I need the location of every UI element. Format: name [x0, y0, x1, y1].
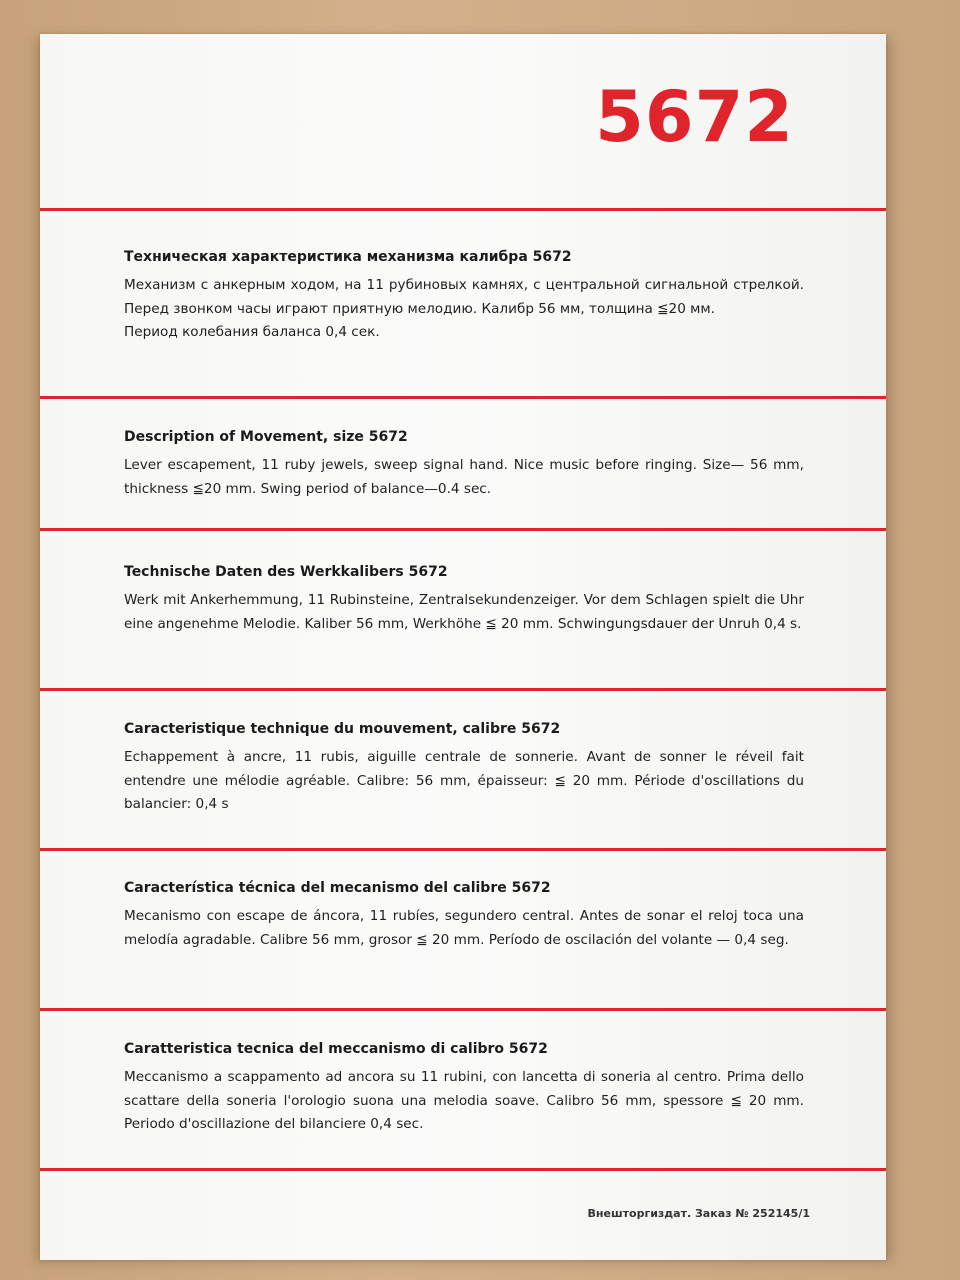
section-spanish	[124, 877, 804, 952]
section-french	[124, 718, 804, 817]
section-text: Lever escapement, 11 ruby jewels, sweep signal hand. Nice music before ringing. Size— 56 mm, thickness ≦20 mm. Swing period of balance—0.4 sec.	[124, 457, 804, 497]
red-divider	[40, 528, 886, 531]
section-heading: Technische Daten des Werkkalibers 5672	[124, 564, 448, 580]
red-divider	[40, 688, 886, 691]
red-divider	[40, 208, 886, 211]
section-heading: Техническая характеристика механизма калибра 5672	[124, 249, 572, 265]
red-divider	[40, 1008, 886, 1011]
section-heading: Característica técnica del mecanismo del calibre 5672	[124, 880, 551, 896]
section-russian	[124, 246, 804, 345]
section-english	[124, 426, 804, 501]
section-heading: Caratteristica tecnica del meccanismo di calibro 5672	[124, 1041, 548, 1057]
section-heading: Caracteristique technique du mouvement, calibre 5672	[124, 721, 561, 737]
section-text: Механизм с анкерным ходом, на 11 рубиновых камнях, с центральной сигнальной стрелкой. Перед звонком часы играют приятную мелодию. Калибр 56 мм, толщина ≦20 мм. Период колебания баланса 0,4 сек.	[124, 277, 804, 340]
leaflet-sheet	[40, 34, 886, 1260]
catalog-number: 5672	[595, 76, 794, 158]
section-text: Mecanismo con escape de áncora, 11 rubíes, segundero central. Antes de sonar el reloj toca una melodía agradable. Calibre 56 mm, grosor ≦ 20 mm. Período de oscilación del volante — 0,4 seg.	[124, 908, 804, 948]
section-text: Echappement à ancre, 11 rubis, aiguille centrale de sonnerie. Avant de sonner le réveil fait entendre une mélodie agréable. Calibre: 56 mm, épaisseur: ≦ 20 mm. Période d'oscillations du balancier: 0,4 s	[124, 749, 804, 812]
section-italian	[124, 1038, 804, 1137]
red-divider	[40, 848, 886, 851]
red-divider	[40, 396, 886, 399]
publisher-imprint: Внешторгиздат. Заказ № 252145/1	[587, 1207, 810, 1220]
section-heading: Description of Movement, size 5672	[124, 429, 408, 445]
section-text: Meccanismo a scappamento ad ancora su 11 rubini, con lancetta di soneria al centro. Prima dello scattare della soneria l'orologio suona una melodia soave. Calibro 56 mm, spessore ≦ 20 mm. Periodo d'oscillazione del bilanciere 0,4 sec.	[124, 1069, 804, 1132]
section-text: Werk mit Ankerhemmung, 11 Rubinsteine, Zentralsekundenzeiger. Vor dem Schlagen spielt die Uhr eine angenehme Melodie. Kaliber 56 mm, Werkhöhe ≦ 20 mm. Schwingungsdauer der Unruh 0,4 s.	[124, 592, 804, 632]
section-german	[124, 561, 804, 636]
red-divider	[40, 1168, 886, 1171]
